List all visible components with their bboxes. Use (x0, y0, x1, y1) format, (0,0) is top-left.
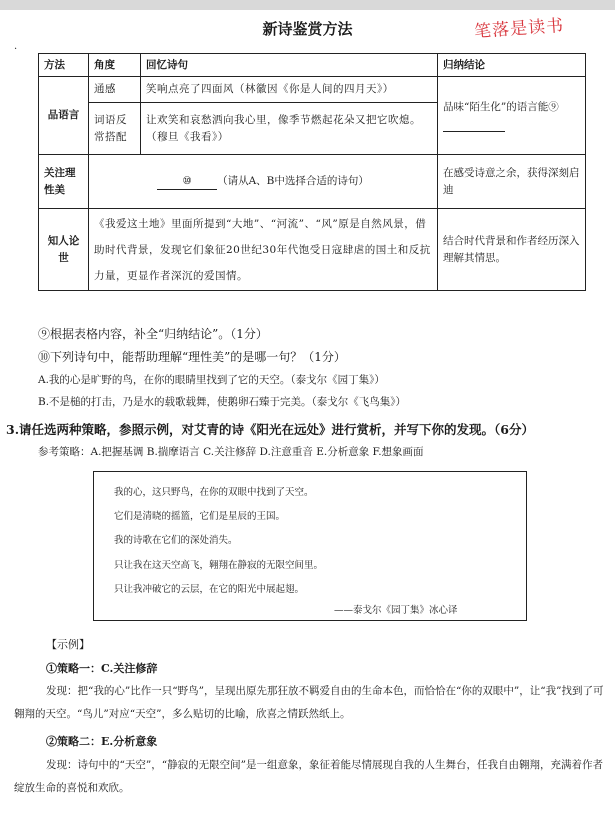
page-title: 新诗鉴赏方法 (262, 20, 353, 38)
question-10: ⑩下列诗句中，能帮助理解“理性美”的是哪一句？（1分） (38, 350, 346, 364)
angle-fanchang: 词语反常搭配 (89, 103, 141, 155)
example-label: 【示例】 (46, 638, 90, 651)
table-header-row (39, 54, 586, 77)
conclusion-pinyuyan-text: 品味“陌生化”的语言能⑨ (443, 100, 559, 113)
stray-mark: · (14, 44, 18, 55)
header-conclusion: 归纳结论 (438, 54, 586, 77)
strategy-1-title: ①策略一：C.关注修辞 (46, 662, 158, 675)
question-9: ⑨根据表格内容，补全“归纳结论”。（1分） (38, 327, 268, 341)
method-zhiren: 知人论世 (39, 209, 89, 291)
poem-line: 它们是清晓的摇篮，它们是星辰的王国。 (114, 511, 286, 522)
strategy-list: 参考策略：A.把握基调 B.揣摩语言 C.关注修辞 D.注意重音 E.分析意象 F.想象画面 (38, 446, 424, 458)
poem-author: ——泰戈尔《园丁集》冰心译 (334, 605, 458, 616)
lixing-cell (89, 155, 438, 209)
poem-line: 只让我在这天空高飞，翱翔在静寂的无限空间里。 (114, 560, 324, 571)
conclusion-lixing: 在感受诗意之余，获得深刻启迪 (438, 155, 586, 209)
top-bar (0, 0, 615, 10)
poem-line: 只让我冲破它的云层，在它的阳光中展起翅。 (114, 584, 305, 595)
poem-box (93, 471, 527, 621)
question-3: 3.请任选两种策略，参照示例，对艾青的诗《阳光在远处》进行赏析，并写下你的发现。（6分） (6, 422, 534, 437)
lixing-hint: （请从A、B中选择合适的诗句） (217, 174, 369, 187)
angle-tonggan: 通感 (89, 77, 141, 103)
answer-blank-10[interactable]: ⑩ (157, 173, 217, 191)
table-row (39, 77, 586, 103)
strategy-2-text-content: 发现：诗句中的“天空”，“静寂的无限空间”是一组意象，象征着能尽情展现自我的人生舞台，任我自由翱翔，充满着作者绽放生命的喜悦和欢欣。 (14, 759, 603, 794)
method-lixing: 关注理性美 (39, 155, 89, 209)
conclusion-zhiren: 结合时代背景和作者经历深入理解其情思。 (438, 209, 586, 291)
table-row (39, 155, 586, 209)
strategy-2-text (14, 754, 604, 800)
header-angle: 角度 (89, 54, 141, 77)
table-row (39, 209, 586, 291)
strategy-1-text-content: 发现：把“我的心”比作一只“野鸟”，呈现出原先那狂放不羁爱自由的生命本色，而恰恰在“你的双眼中”，让“我”找到了可翱翔的天空。“鸟儿”对应“天空”，多么贴切的比喻，欣喜之情跃然纸上。 (14, 685, 604, 720)
option-a[interactable]: A.我的心是旷野的鸟，在你的眼睛里找到了它的天空。（泰戈尔《园丁集》） (38, 374, 385, 386)
poem-line: 我的心，这只野鸟，在你的双眼中找到了天空。 (114, 487, 314, 498)
header-method: 方法 (39, 54, 89, 77)
method-pinyuyan: 品语言 (39, 77, 89, 155)
strategy-2-title: ②策略二：E.分析意象 (46, 735, 158, 748)
poem-line: 我的诗歌在它们的深处消失。 (114, 535, 238, 546)
strategy-1-text (14, 680, 604, 726)
method-table (38, 53, 586, 291)
poem-tonggan: 笑响点亮了四面风（林徽因《你是人间的四月天》） (141, 77, 438, 103)
zhiren-poem: 《我爱这土地》里面所提到“大地”、“河流”、“风”原是自然风景，借助时代背景，发现它们象征20世纪30年代饱受日寇肆虐的国土和反抗力量，更显作者深沉的爱国情。 (89, 209, 438, 291)
option-b[interactable]: B.不是槌的打击，乃是水的载歌载舞，使鹅卵石臻于完美。（泰戈尔《飞鸟集》） (38, 396, 407, 408)
red-handwritten-stamp: 笔落是读书 (473, 15, 565, 43)
poem-fanchang: 让欢笑和哀愁洒向我心里，像季节燃起花朵又把它吹熄。（穆旦《我看》） (141, 103, 438, 155)
conclusion-pinyuyan (438, 77, 586, 155)
header-poem: 回忆诗句 (141, 54, 438, 77)
answer-blank-9[interactable] (443, 119, 505, 132)
